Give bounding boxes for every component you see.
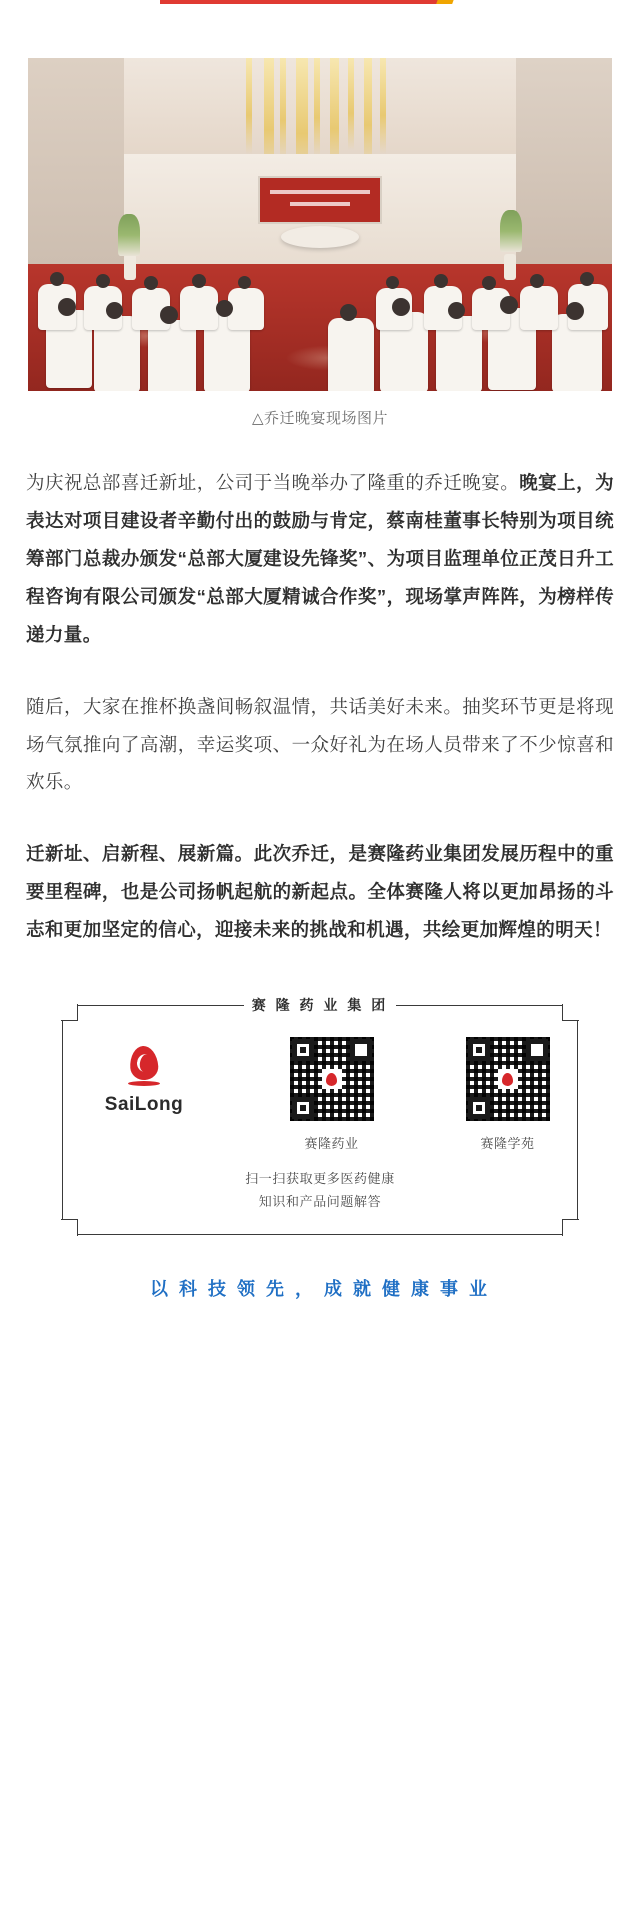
guest-head bbox=[50, 272, 64, 286]
qr-block-1[interactable] bbox=[284, 1034, 379, 1152]
guest-head bbox=[216, 300, 233, 317]
company-slogan: 以 科 技 领 先 ， 成 就 健 康 事 业 bbox=[149, 1278, 490, 1299]
title-rule-left bbox=[192, 1005, 234, 1006]
guest-head bbox=[238, 276, 251, 289]
brand-block bbox=[85, 1034, 203, 1116]
head-table bbox=[281, 226, 359, 248]
guest-head bbox=[482, 276, 496, 290]
title-rule-right bbox=[406, 1005, 448, 1006]
footer-card bbox=[62, 997, 578, 1235]
chandelier-strand bbox=[348, 58, 354, 150]
paragraph-1 bbox=[26, 464, 614, 654]
paragraph-3 bbox=[26, 835, 614, 949]
guest-head bbox=[340, 304, 357, 321]
guest-head bbox=[144, 276, 158, 290]
footer-note-line-1: 扫一扫获取更多医药健康 bbox=[245, 1171, 395, 1187]
chandelier-strand bbox=[314, 58, 320, 158]
paragraph-3-run-1: 迁新址、启新程、展新篇。此次乔迁，是赛隆药业集团发展历程中的重要里程碑，也是公司扬帆起航的新起点。全体赛隆人将以更加昂扬的斗志和更加坚定的信心，迎接未来的挑战和机遇，共绘更加辉煌的明天！ bbox=[26, 843, 614, 941]
chandelier-strand bbox=[246, 58, 252, 154]
guest-head bbox=[160, 306, 178, 324]
screen-text-line bbox=[290, 202, 350, 206]
flower-vase bbox=[124, 254, 136, 280]
hero-image-block bbox=[28, 58, 612, 428]
footer-card-title-row bbox=[63, 995, 577, 1015]
guest-head bbox=[386, 276, 399, 289]
guest-head bbox=[434, 274, 448, 288]
brand-name: SaiLong bbox=[104, 1094, 184, 1116]
footer-note-line-2: 知识和产品问题解答 bbox=[258, 1193, 382, 1209]
banquet-hall-photo bbox=[28, 58, 612, 391]
paragraph-1-run-1: 为庆祝总部喜迁新址，公司于当晚举办了隆重的乔迁晚宴。 bbox=[26, 472, 520, 493]
qr-center-logo-icon bbox=[498, 1069, 518, 1089]
qr-block-2[interactable] bbox=[460, 1034, 555, 1152]
sailong-logo-icon bbox=[126, 1046, 162, 1086]
screen-text-line bbox=[270, 190, 370, 194]
footer-card-block bbox=[62, 997, 578, 1235]
article-body bbox=[26, 464, 614, 949]
qr-label: 赛隆药业 bbox=[304, 1136, 359, 1152]
card-corner-ornament bbox=[61, 1219, 78, 1236]
paragraph-1-run-2: 晚宴上，为表达对项目建设者辛勤付出的鼓励与肯定，蔡南桂董事长特别为项目统筹部门总裁办颁发“总部大厦建设先锋奖”、为项目监理单位正茂日升工程咨询有限公司颁发“总部大厦精诚合作奖”，现场掌声阵阵，为榜样传递力量。 bbox=[26, 472, 614, 645]
banquet-chair bbox=[328, 318, 374, 391]
guest-head bbox=[580, 272, 594, 286]
top-divider bbox=[0, 0, 640, 14]
guest-head bbox=[566, 302, 584, 320]
banquet-chair bbox=[148, 320, 196, 391]
flower-arrangement bbox=[118, 214, 140, 256]
chandelier-strand bbox=[380, 58, 386, 154]
image-caption: △乔迁晚宴现场图片 bbox=[251, 410, 389, 427]
guest-head bbox=[500, 296, 518, 314]
guest-head bbox=[392, 298, 410, 316]
footer-card-title: 赛 隆 药 业 集 团 bbox=[244, 995, 396, 1015]
photo-wall-right bbox=[516, 58, 612, 288]
footer-card-content bbox=[81, 1028, 559, 1152]
banquet-chair bbox=[228, 288, 264, 330]
paragraph-2-run-1: 随后，大家在推杯换盏间畅叙温情，共话美好未来。抽奖环节更是将现场气氛推向了高潮，幸运奖项、一众好礼为在场人员带来了不少惊喜和欢乐。 bbox=[26, 695, 614, 793]
flower-vase bbox=[504, 254, 516, 280]
guest-head bbox=[530, 274, 544, 288]
qr-center-logo-icon bbox=[322, 1069, 342, 1089]
top-divider-accent bbox=[436, 0, 456, 4]
guest-head bbox=[448, 302, 465, 319]
paragraph-2 bbox=[26, 688, 614, 802]
card-corner-ornament bbox=[562, 1219, 579, 1236]
qr-code-icon[interactable] bbox=[287, 1034, 377, 1124]
footer-card-note bbox=[81, 1168, 559, 1214]
top-divider-bar bbox=[160, 0, 440, 4]
banquet-chair bbox=[180, 286, 218, 330]
flower-arrangement bbox=[500, 210, 522, 252]
qr-label: 赛隆学苑 bbox=[480, 1136, 535, 1152]
guest-head bbox=[96, 274, 110, 288]
chandelier-strand bbox=[280, 58, 286, 162]
banquet-chair bbox=[520, 286, 558, 330]
guest-head bbox=[192, 274, 206, 288]
photo-wall-left bbox=[28, 58, 124, 288]
guest-head bbox=[58, 298, 76, 316]
qr-code-icon[interactable] bbox=[463, 1034, 553, 1124]
stage-screen bbox=[258, 176, 382, 224]
guest-head bbox=[106, 302, 123, 319]
